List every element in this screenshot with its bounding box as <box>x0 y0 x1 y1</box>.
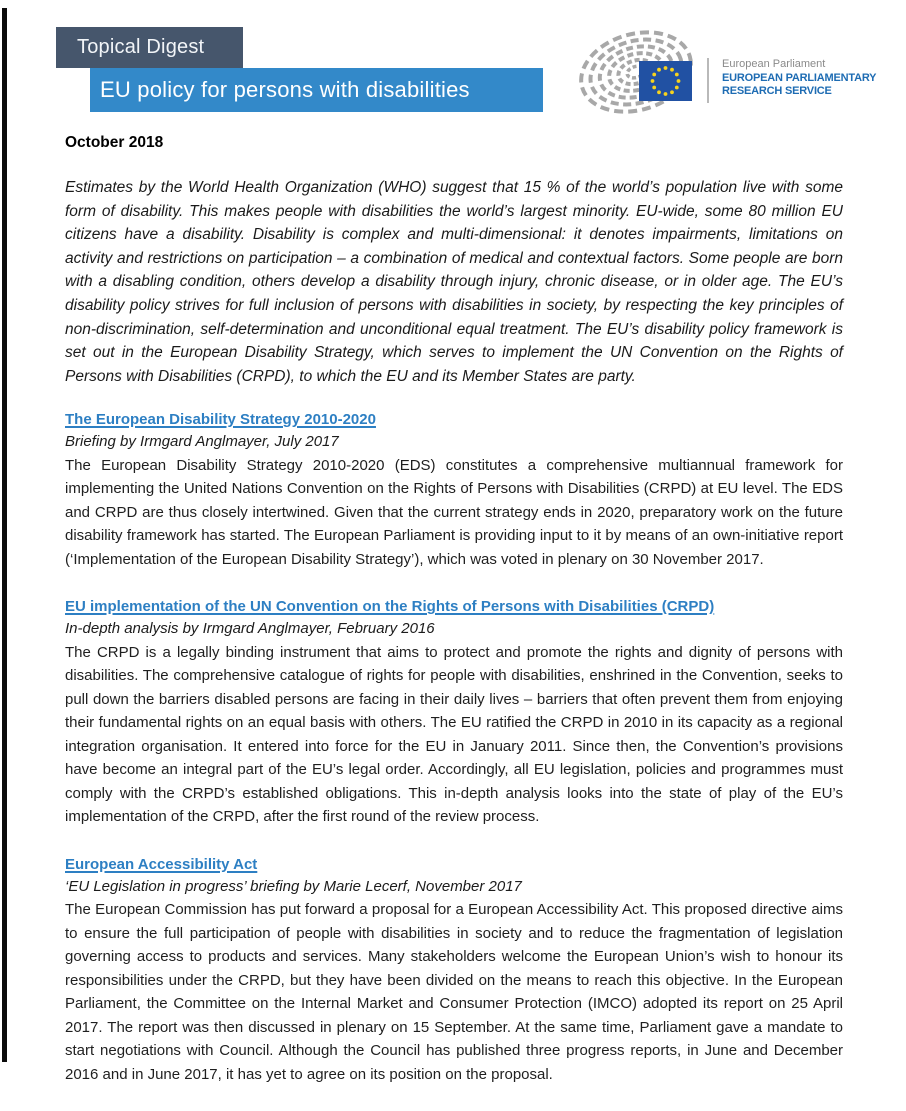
section-body: The CRPD is a legally binding instrument that aims to protect and promote the rights and dignity of persons with disabilities. The comprehensive catalogue of rights for people with disabilities, enshrined in the Convention, seeks to pull down the barriers disabled persons are facing in their daily lives – barriers that often prevent them from enjoying their fundamental rights on an equal basis with others. The EU ratified the CRPD in 2010 in its capacity as a regional integration organisation. It entered into force for the EU in January 2011. Since then, the Convention’s provisions have become an integral part of the EU’s legal order. Accordingly, all EU legislation, policies and programmes must comply with the CRPD’s established obligations. This in-depth analysis looks into the state of play of the EU’s implementation of the CRPD, after the first round of the review process. <box>65 643 843 826</box>
logo-service-line1: EUROPEAN PARLIAMENTARY <box>722 71 877 84</box>
section-european-accessibility-act <box>65 854 843 1087</box>
topical-digest-label: Topical Digest <box>77 36 205 58</box>
topical-digest-banner <box>56 27 243 68</box>
date-heading: October 2018 <box>65 134 164 151</box>
section-title-link[interactable]: European Accessibility Act <box>65 855 258 873</box>
logo-org-name: European Parliament <box>722 58 826 70</box>
section-title <box>65 409 843 430</box>
section-title <box>65 596 843 617</box>
section-title-link[interactable]: EU implementation of the UN Convention on the Rights of Persons with Disabilities (CRPD) <box>65 598 715 616</box>
section-byline: Briefing by Irmgard Anglmayer, July 2017 <box>65 433 339 451</box>
content-column <box>65 134 843 1111</box>
section-title-link[interactable]: The European Disability Strategy 2010-2020 <box>65 411 376 429</box>
section-crpd-implementation <box>65 596 843 829</box>
section-european-disability-strategy <box>65 409 843 571</box>
logo-divider <box>707 58 709 103</box>
section-byline: In-depth analysis by Irmgard Anglmayer, February 2016 <box>65 620 435 638</box>
section-title <box>65 854 843 875</box>
section-byline: ‘EU Legislation in progress’ briefing by Marie Lecerf, November 2017 <box>65 877 522 895</box>
section-body: The European Disability Strategy 2010-2020 (EDS) constitutes a comprehensive multiannual framework for implementing the United Nations Convention on the Rights of Persons with Disabilities (CRPD) at EU level. The EDS and CRPD are thus closely intertwined. Given that the current strategy ends in 2020, preparatory work on the future disability framework has started. The European Parliament is providing input to it by means of an own-initiative report (‘Implementation of the European Disability Strategy’), which was voted in plenary on 30 November 2017. <box>65 456 843 568</box>
left-border-rule <box>2 8 7 1062</box>
intro-paragraph: Estimates by the World Health Organization (WHO) suggest that 15 % of the world’s population live with some form of disability. This makes people with disabilities the world’s largest minority. EU-wide, some 80 million EU citizens have a disability. Disability is complex and multi-dimensional: it denotes impairments, limitations on activity and restrictions on participation – a combination of medical and contextual factors. Some people are born with a disabling condition, others develop a disability through injury, chronic disease, or in older age. The EU’s disability policy strives for full inclusion of persons with disabilities in society, by respecting the key principles of non-discrimination, self-determination and unconditional equal treatment. The EU’s disability policy framework is set out in the European Disability Strategy, which serves to implement the UN Convention on the Rights of Persons with Disabilities (CRPD), to which the EU and its Member States are party. <box>65 179 843 385</box>
logo-service-line2: RESEARCH SERVICE <box>722 85 832 97</box>
eprs-logo <box>570 24 880 120</box>
digest-title: EU policy for persons with disabilities <box>100 77 470 102</box>
section-body: The European Commission has put forward a proposal for a European Accessibility Act. This proposed directive aims to ensure the full participation of people with disabilities in society and to reduce the fragmentation of legislation governing access to products and services. Many stakeholders welcome the European Union’s wish to honour its responsibilities under the CRPD, but they have been divided on the means to reach this objective. In the European Parliament, the Committee on the Internal Market and Consumer Protection (IMCO) adopted its report on 25 April 2017. The report was then discussed in plenary on 15 September. At the same time, Parliament gave a mandate to start negotiations with Council. Although the Council has published three progress reports, in June and December 2016 and in June 2017, it has yet to agree on its position on the proposal. <box>65 901 843 1083</box>
logo-text-block <box>722 58 876 99</box>
eu-flag-icon <box>639 61 692 101</box>
digest-title-banner <box>90 68 543 112</box>
